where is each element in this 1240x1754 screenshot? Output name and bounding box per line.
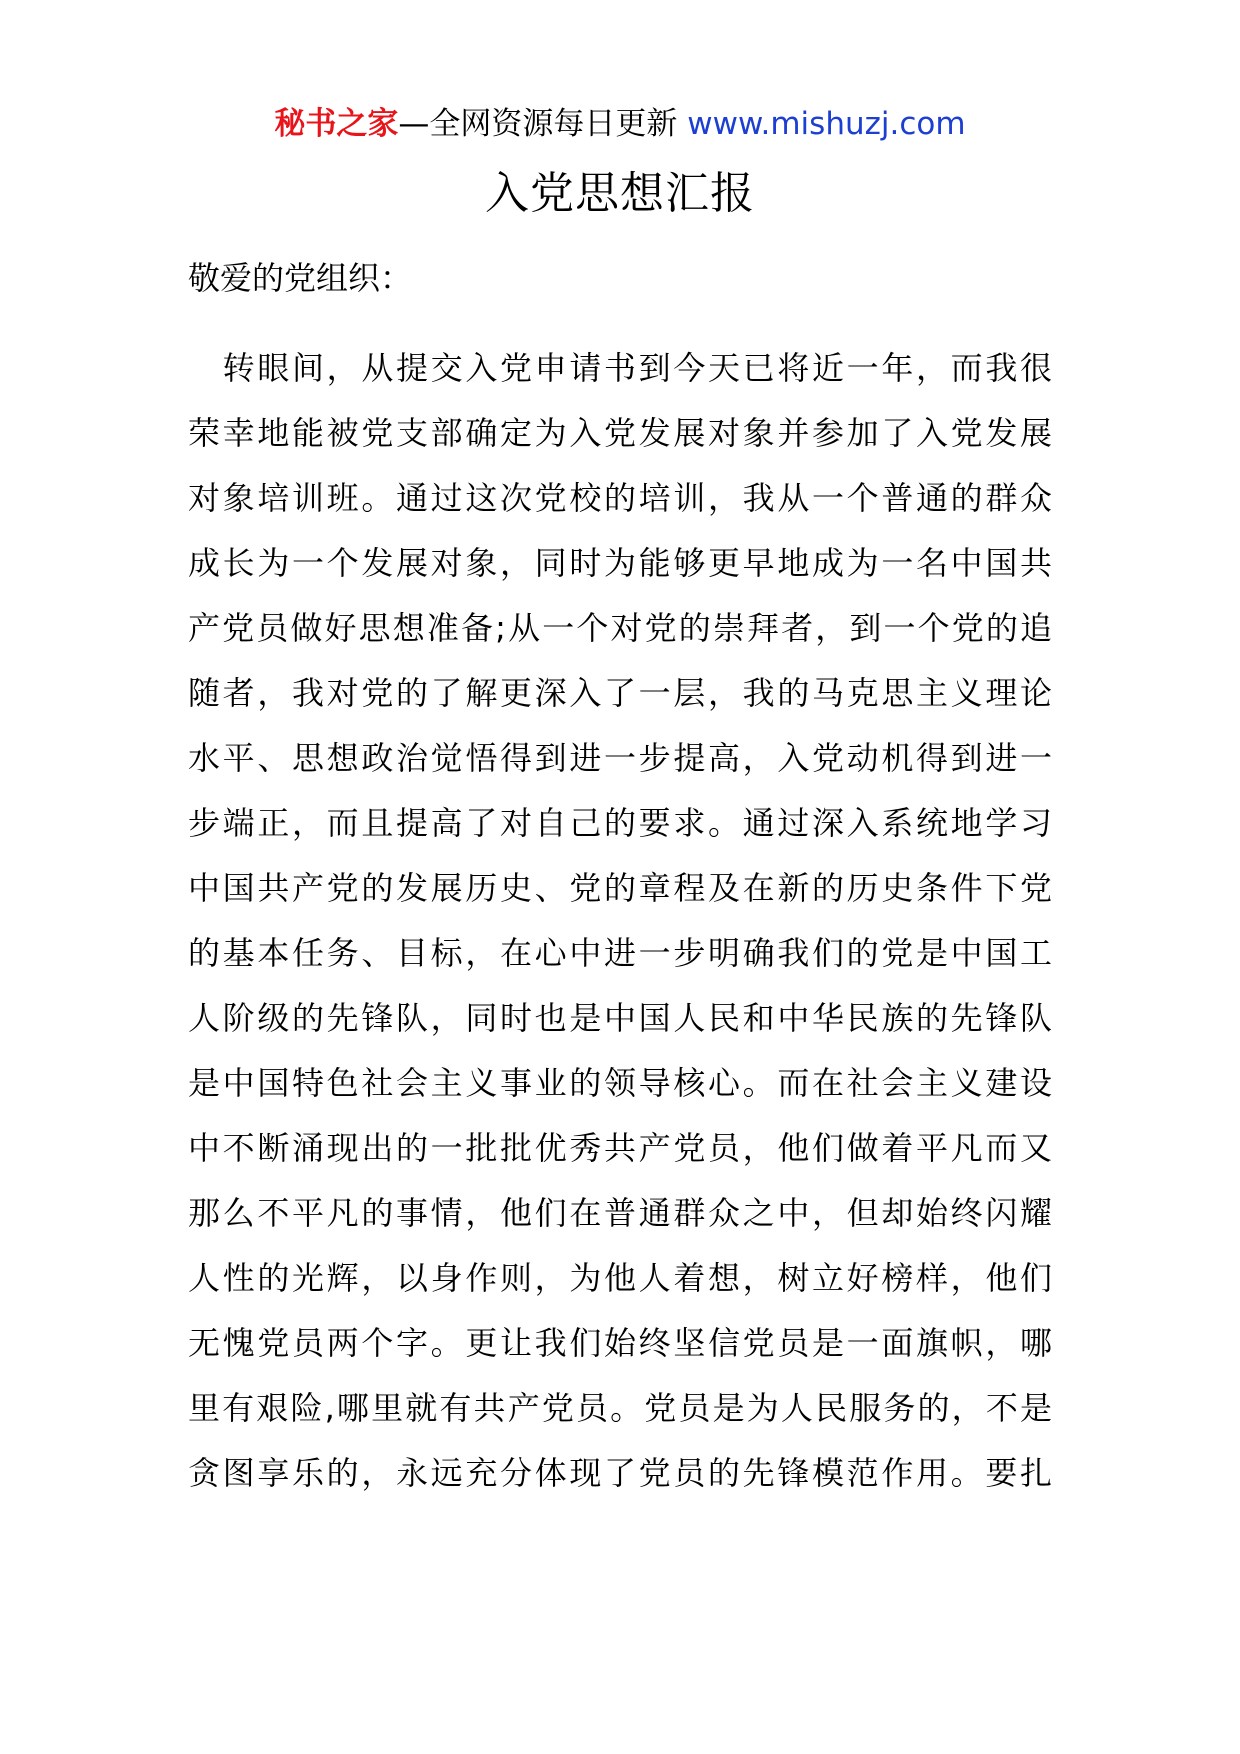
body-line-1: 转眼间，从提交入党申请书到今天已将近一年，而我很 — [188, 349, 1052, 387]
document-title: 入党思想汇报 — [485, 168, 755, 219]
body-line-14: 那么不平凡的事情，他们在普通群众之中，但却始终闪耀 — [188, 1194, 1052, 1232]
body-line-13: 中不断涌现出的一批批优秀共产党员，他们做着平凡而又 — [188, 1129, 1052, 1167]
body-line-16: 无愧党员两个字。更让我们始终坚信党员是一面旗帜，哪 — [188, 1324, 1052, 1362]
body-line-15: 人性的光辉，以身作则，为他人着想，树立好榜样，他们 — [188, 1259, 1052, 1297]
body-paragraph — [188, 336, 1052, 1506]
salutation: 敬爱的党组织： — [188, 259, 413, 297]
body-line-5: 产党员做好思想准备;从一个对党的崇拜者，到一个党的追 — [188, 609, 1052, 647]
body-line-10: 的基本任务、目标，在心中进一步明确我们的党是中国工 — [188, 934, 1052, 972]
body-line-3: 对象培训班。通过这次党校的培训，我从一个普通的群众 — [188, 479, 1052, 517]
body-line-9: 中国共产党的发展历史、党的章程及在新的历史条件下党 — [188, 869, 1052, 907]
body-line-17: 里有艰险,哪里就有共产党员。党员是为人民服务的，不是 — [188, 1389, 1052, 1427]
site-header — [0, 102, 1240, 146]
site-brand: 秘书之家 — [274, 106, 399, 142]
body-line-2: 荣幸地能被党支部确定为入党发展对象并参加了入党发展 — [188, 414, 1052, 452]
body-line-7: 水平、思想政治觉悟得到进一步提高，入党动机得到进一 — [188, 739, 1052, 777]
body-line-6: 随者，我对党的了解更深入了一层，我的马克思主义理论 — [188, 674, 1052, 712]
site-url-link[interactable]: www.mishuzj.com — [687, 106, 966, 142]
body-line-18: 贪图享乐的，永远充分体现了党员的先锋模范作用。要扎 — [188, 1454, 1052, 1492]
body-line-12: 是中国特色社会主义事业的领导核心。而在社会主义建设 — [188, 1064, 1052, 1102]
body-line-11: 人阶级的先锋队，同时也是中国人民和中华民族的先锋队 — [188, 999, 1052, 1037]
site-tagline: —全网资源每日更新 — [398, 106, 678, 142]
body-line-4: 成长为一个发展对象，同时为能够更早地成为一名中国共 — [188, 544, 1052, 582]
body-line-8: 步端正，而且提高了对自己的要求。通过深入系统地学习 — [188, 804, 1052, 842]
